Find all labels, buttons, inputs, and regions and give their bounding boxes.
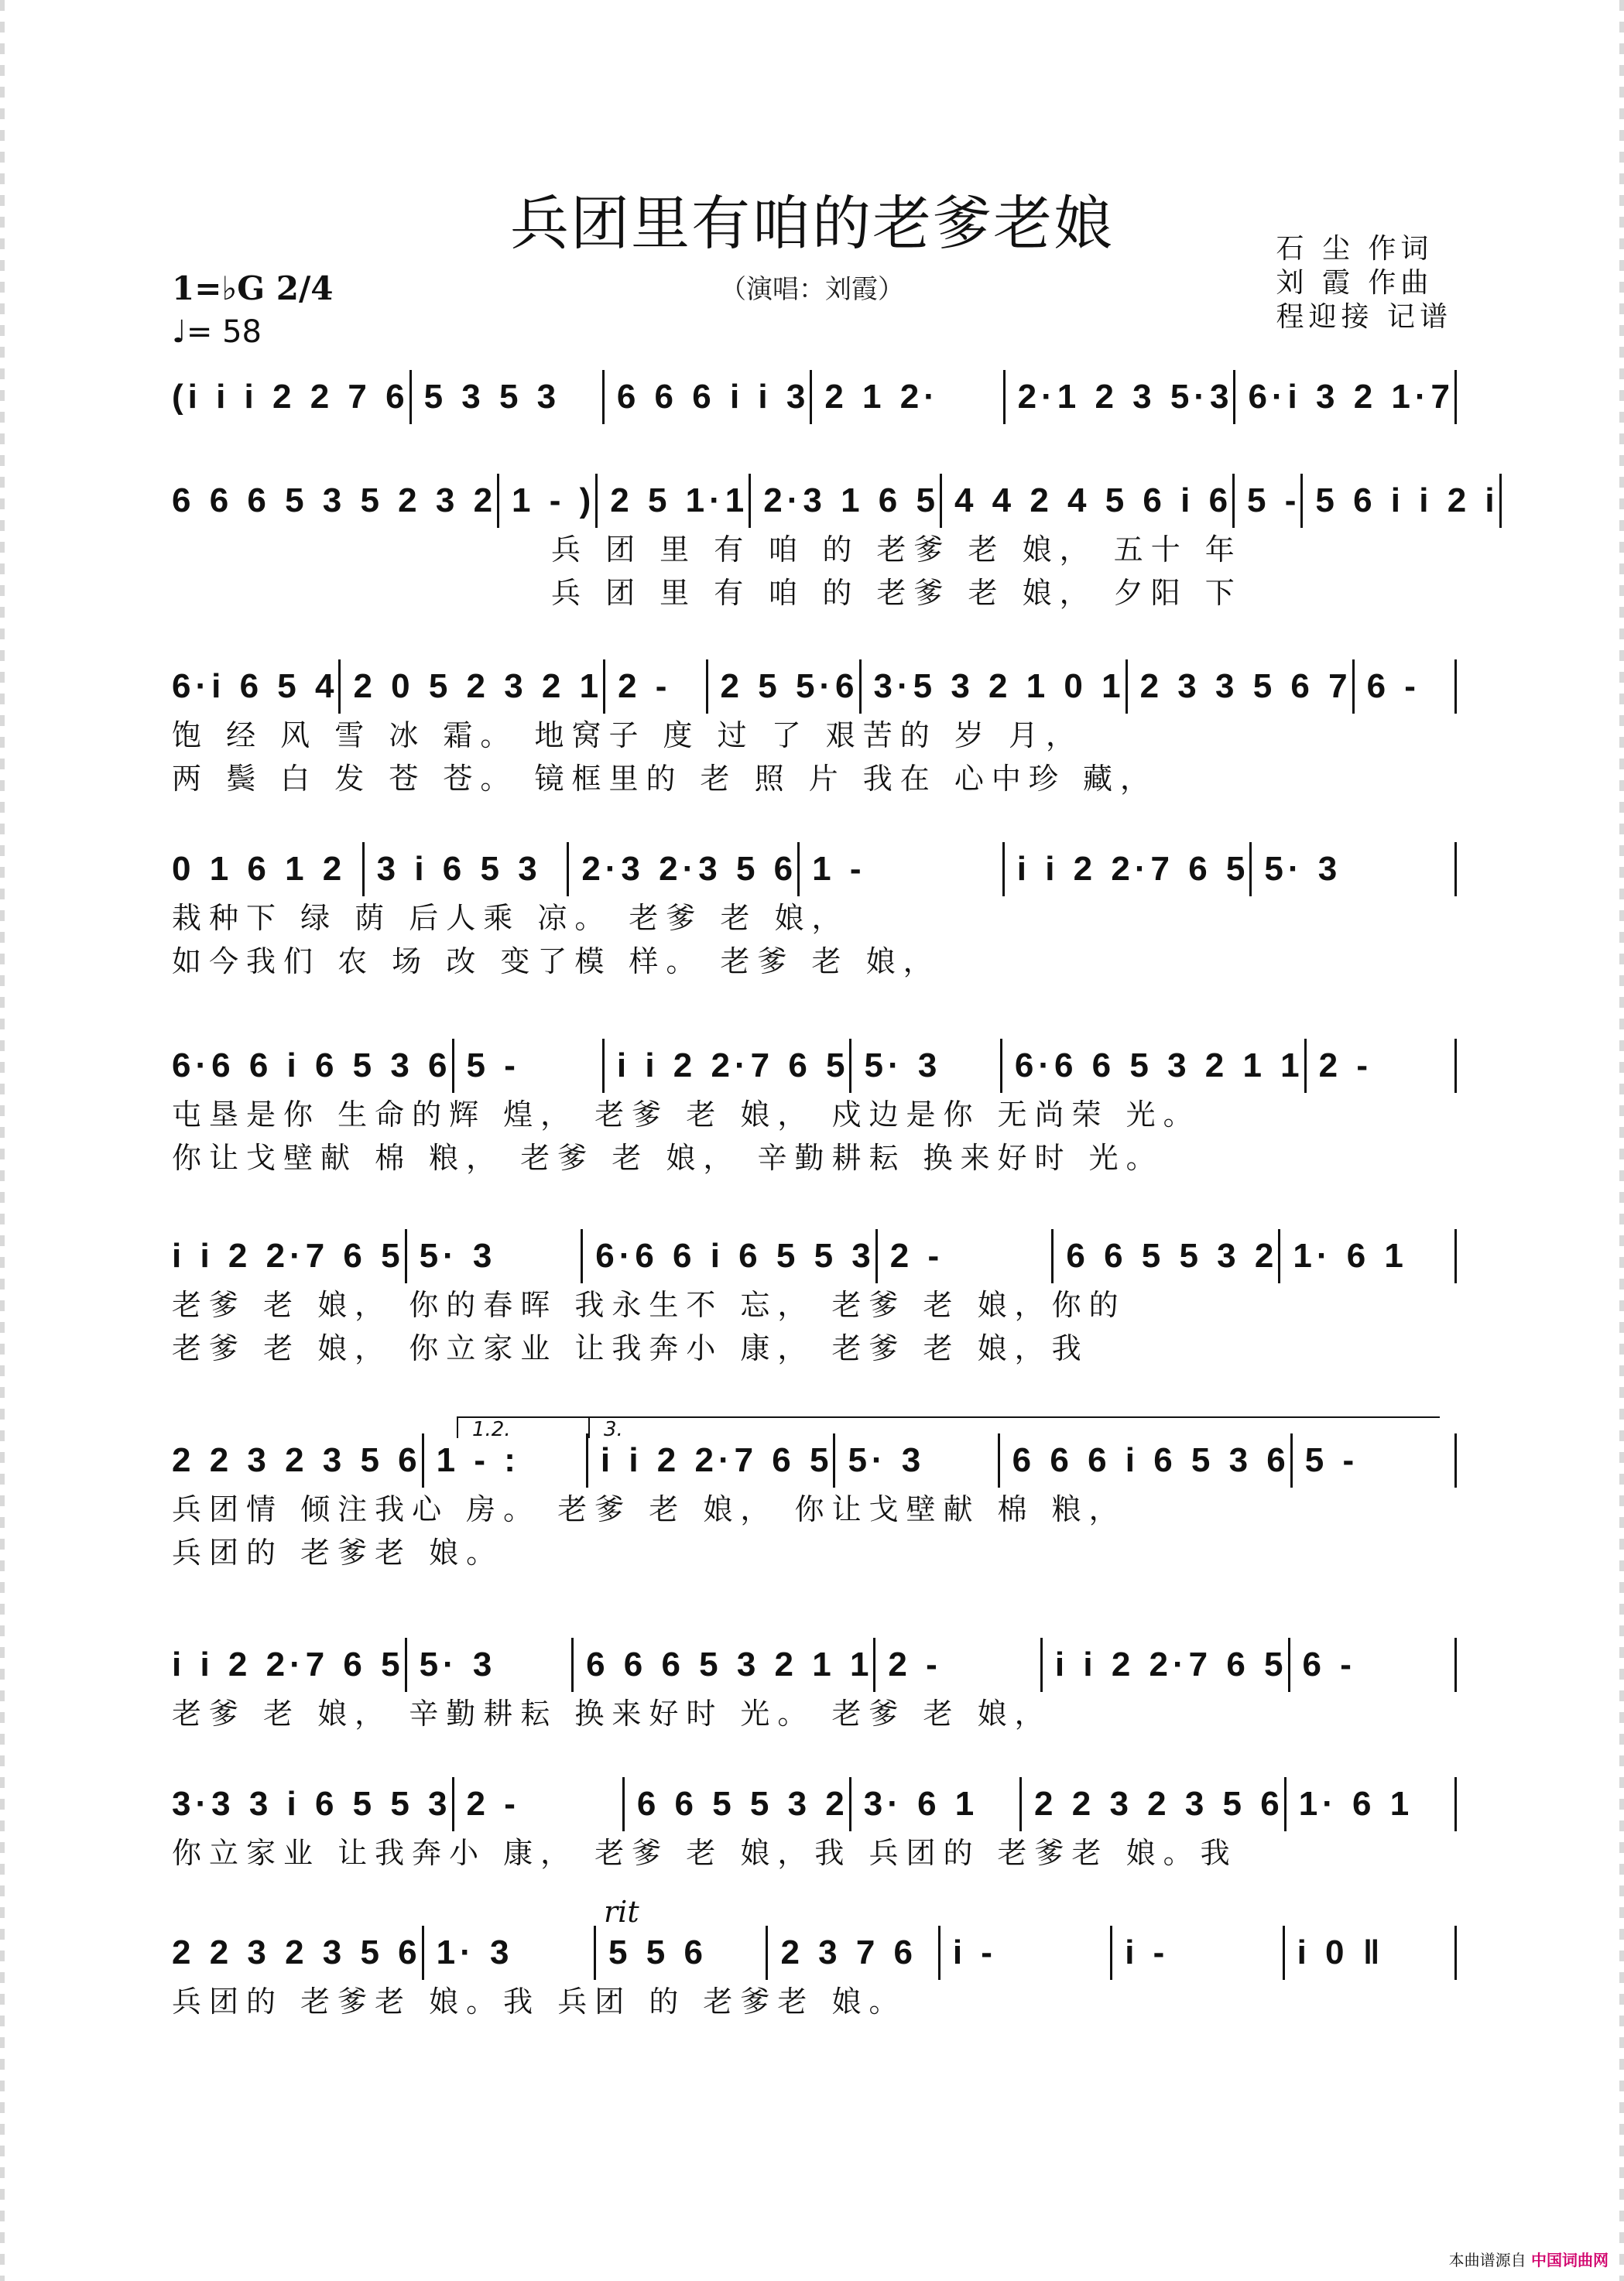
measure: 1 - — [800, 842, 1005, 896]
measure: 2 2 3 2 3 5 6 — [1022, 1777, 1287, 1831]
measure: 6 6 6 5 3 2 1 1 — [574, 1638, 875, 1692]
page-title: 兵团里有咱的老爹老娘 — [510, 189, 1114, 258]
measure: i - — [940, 1926, 1112, 1980]
measure: 6 - — [1290, 1638, 1458, 1692]
system-6 — [172, 1229, 1457, 1370]
footer — [1449, 2248, 1609, 2270]
measure: 2 - — [878, 1229, 1054, 1283]
measure: 0 1 6 1 2 — [172, 842, 365, 896]
lyricist-credit: 石 尘 作词 — [1276, 233, 1434, 265]
measure: 2 0 5 2 3 2 1 — [341, 659, 605, 714]
measure: i - — [1112, 1926, 1284, 1980]
measure: 5 - — [1235, 474, 1303, 528]
footer-source: 本曲谱源自 — [1448, 2251, 1526, 2269]
system-1 — [172, 370, 1457, 424]
measure: 6 6 5 5 3 2 — [625, 1777, 851, 1831]
notation-line — [172, 1039, 1457, 1093]
measure: 5 - — [454, 1039, 605, 1093]
measure: 5· 3 — [407, 1638, 574, 1692]
measure: 1 - : — [424, 1433, 588, 1488]
measure: 6·6 6 i 6 5 3 6 — [172, 1039, 454, 1093]
system-2 — [172, 474, 1499, 615]
measure: 5· 3 — [851, 1039, 1002, 1093]
measure: 3 i 6 5 3 — [365, 842, 570, 896]
measure: 6 6 6 i 6 5 3 6 — [1000, 1433, 1293, 1488]
measure: 6·i 3 2 1·7 — [1235, 370, 1457, 424]
measure: 1 - ) — [499, 474, 598, 528]
lyric-verse-1: 栽种下 绿 荫 后人乘 凉。 老爹 老 娘， — [172, 901, 849, 935]
notation-line — [172, 1229, 1457, 1283]
measure: 6 6 5 5 3 2 — [1054, 1229, 1280, 1283]
singer-line: （演唱：刘霞） — [720, 274, 904, 305]
measure: 6 6 6 5 3 5 2 3 2 — [172, 474, 499, 528]
measure: i i 2 2·7 6 5 — [588, 1433, 836, 1488]
lyric-verse-2: 老爹 老 娘， 你立家业 让我奔小 康， 老爹 老 娘，我 — [172, 1331, 1089, 1365]
composer-credit: 刘 霞 作曲 — [1276, 267, 1434, 299]
measure: 2 1 2· — [812, 370, 1005, 424]
tempo-marking: ♩= 58 — [172, 314, 262, 350]
notation-line — [172, 659, 1457, 714]
measure: i i 2 2·7 6 5 — [172, 1638, 407, 1692]
measure: i i 2 2·7 6 5 — [605, 1039, 852, 1093]
measure: 6·i 6 5 4 — [172, 659, 341, 714]
measure: 1· 3 — [424, 1926, 596, 1980]
measure: i i 2 2·7 6 5 — [1005, 842, 1252, 896]
credits — [1276, 232, 1452, 334]
measure: 1· 6 1 — [1280, 1229, 1457, 1283]
measure: 2 3 7 6 — [768, 1926, 940, 1980]
measure: 5· 3 — [1252, 842, 1457, 896]
measure: 6 6 6 i i 3 — [605, 370, 812, 424]
measure: 1· 6 1 — [1287, 1777, 1457, 1831]
lyric-verse-2: 兵 团 里 有 咱 的 老爹 老 娘， 夕阳 下 — [551, 576, 1242, 610]
measure: 2 - — [454, 1777, 625, 1831]
notation-line — [172, 1926, 1457, 1980]
measure: 5 3 5 3 — [412, 370, 605, 424]
system-9 — [172, 1777, 1457, 1875]
volta-third-ending: 3. — [588, 1416, 1440, 1438]
measure: i i 2 2·7 6 5 — [1043, 1638, 1290, 1692]
measure: 2 3 3 5 6 7 — [1128, 659, 1355, 714]
lyric-verse-1: 老爹 老 娘， 你的春晖 我永生不 忘， 老爹 老 娘，你的 — [172, 1288, 1126, 1322]
lyric-verse-1: 屯垦是你 生命的辉 煌， 老爹 老 娘， 戍边是你 无尚荣 光。 — [172, 1098, 1201, 1132]
notation-line — [172, 1638, 1457, 1692]
system-8 — [172, 1638, 1457, 1735]
measure: 3·3 3 i 6 5 5 3 — [172, 1777, 454, 1831]
transcriber-credit: 程迎接 记谱 — [1276, 301, 1452, 333]
measure: 2 5 1·1 — [598, 474, 751, 528]
lyric-verse-2: 如今我们 农 场 改 变了模 样。 老爹 老 娘， — [172, 944, 940, 978]
system-7 — [172, 1433, 1457, 1574]
ritardando-marking: rit — [604, 1895, 639, 1929]
measure: 2·1 2 3 5·3 — [1006, 370, 1236, 424]
system-10 — [172, 1926, 1457, 2023]
measure: 6·6 6 5 3 2 1 1 — [1002, 1039, 1307, 1093]
measure: 4 4 2 4 5 6 i 6 — [942, 474, 1235, 528]
left-border — [0, 0, 5, 2281]
lyric-verse-1: 兵 团 里 有 咱 的 老爹 老 娘， 五十 年 — [551, 533, 1242, 567]
lyric-verse-1: 你立家业 让我奔小 康， 老爹 老 娘，我 兵团的 老爹老 娘。我 — [172, 1836, 1238, 1870]
measure: 2·3 2·3 5 6 — [569, 842, 800, 896]
measure: 5 - — [1293, 1433, 1457, 1488]
measure: 2 2 3 2 3 5 6 — [172, 1433, 424, 1488]
measure: 6 - — [1355, 659, 1457, 714]
measure: 2 - — [1307, 1039, 1457, 1093]
measure: 5· 3 — [835, 1433, 999, 1488]
right-border — [1619, 0, 1624, 2281]
lyric-verse-1: 兵团情 倾注我心 房。 老爹 老 娘， 你让戈壁献 棉 粮， — [172, 1492, 1126, 1526]
system-5 — [172, 1039, 1457, 1180]
measure: i 0 ‖ — [1285, 1926, 1457, 1980]
system-4 — [172, 842, 1457, 983]
measure: 2 2 3 2 3 5 6 — [172, 1926, 424, 1980]
measure: 3·5 3 2 1 0 1 — [862, 659, 1128, 714]
measure: i i 2 2·7 6 5 — [172, 1229, 407, 1283]
measure: 6·6 6 i 6 5 5 3 — [583, 1229, 878, 1283]
lyric-verse-2: 两 鬓 白 发 苍 苍。 镜框里的 老 照 片 我在 心中珍 藏， — [172, 762, 1157, 796]
lyric-verse-1: 饱 经 风 雪 冰 霜。 地窝子 度 过 了 艰苦的 岁 月， — [172, 718, 1083, 752]
lyric-verse-2: 你让戈壁献 棉 粮， 老爹 老 娘， 辛勤耕耘 换来好时 光。 — [172, 1141, 1163, 1175]
notation-line — [172, 1777, 1457, 1831]
notation-line — [172, 474, 1499, 528]
measure: 5 6 i i 2 i — [1303, 474, 1501, 528]
measure: 2 - — [605, 659, 708, 714]
measure: 5· 3 — [407, 1229, 584, 1283]
measure: 2·3 1 6 5 — [751, 474, 942, 528]
system-3 — [172, 659, 1457, 800]
measure: (i i i 2 2 7 6 — [172, 370, 412, 424]
measure: 3· 6 1 — [851, 1777, 1022, 1831]
measure: 2 5 5·6 — [708, 659, 862, 714]
measure: 5 5 6 — [596, 1926, 768, 1980]
lyric-verse-1: 兵团的 老爹老 娘。我 兵团 的 老爹老 娘。 — [172, 1985, 906, 2019]
lyric-verse-2: 兵团的 老爹老 娘。 — [172, 1536, 504, 1570]
measure: 2 - — [875, 1638, 1043, 1692]
notation-line — [172, 370, 1457, 424]
notation-line — [172, 1433, 1457, 1488]
lyric-verse-1: 老爹 老 娘， 辛勤耕耘 换来好时 光。 老爹 老 娘， — [172, 1697, 1052, 1731]
footer-site: 中国词曲网 — [1531, 2251, 1609, 2269]
volta-first-ending: 1.2. — [457, 1416, 588, 1438]
notation-line — [172, 842, 1457, 896]
key-signature: 1=♭G 2/4 — [172, 269, 334, 307]
